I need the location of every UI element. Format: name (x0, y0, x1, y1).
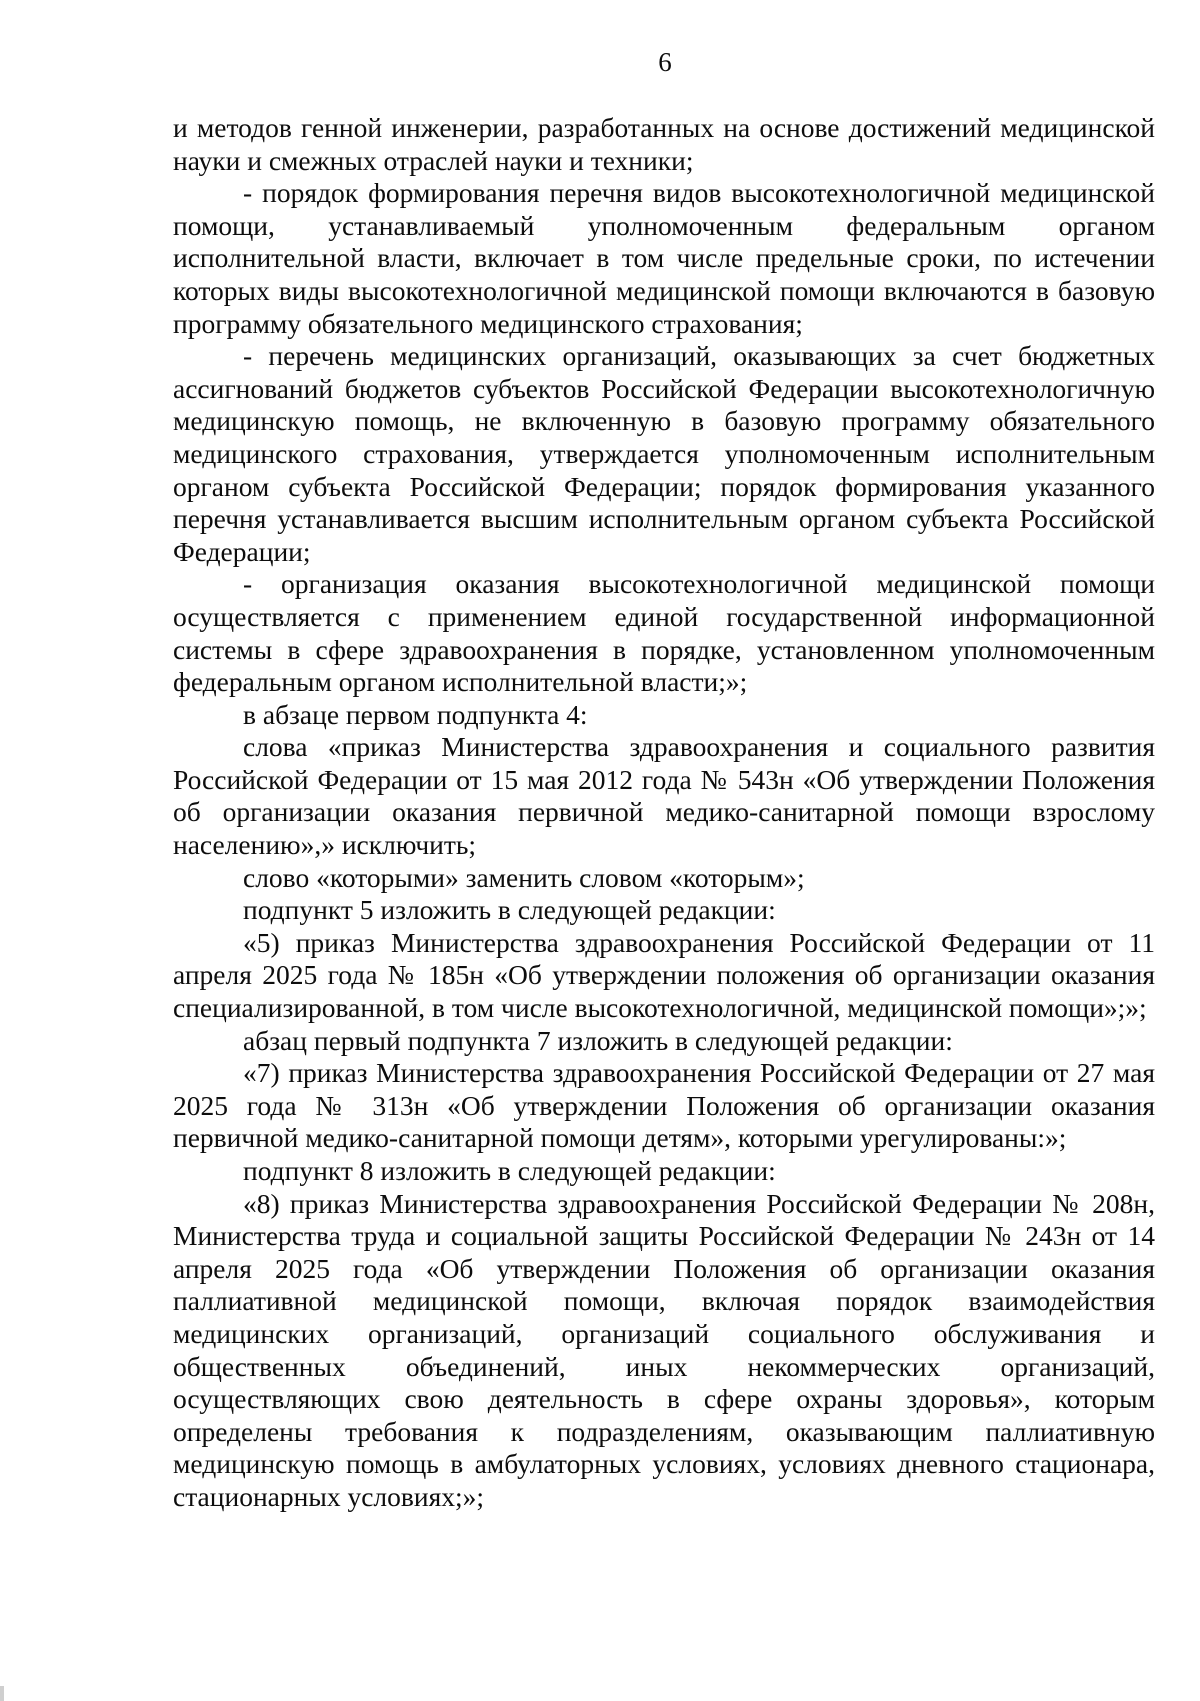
paragraph-subitem-8-text: «8) приказ Министерства здравоохранения Российской Федерации № 208н, Министерства труда и социальной защиты Российской Федерации № 243н от 14 апреля 2025 года «Об утверждении Положения об организации оказания паллиативной медицинской помощи, включая порядок взаимодействия медицинских организаций, организаций социального обслуживания и общественных объединений, иных некоммерческих организаций, осуществляющих свою деятельность в сфере охраны здоровья», которым определены требования к подразделениям, оказывающим паллиативную медицинскую помощь в амбулаторных условиях, условиях дневного стационара, стационарных условиях;»; (173, 1187, 1155, 1512)
paragraph-subitem-7-text: «7) приказ Министерства здравоохранения Российской Федерации от 27 мая 2025 года № 313н «Об утверждении Положения об организации оказания первичной медико-санитарной помощи детям», которыми урегулированы:»; (173, 1057, 1155, 1154)
page-number: 6 (658, 47, 672, 77)
paragraph-subitem-7-intro: абзац первый подпункта 7 изложить в следующей редакции: (243, 1024, 953, 1056)
paragraph-subitem-8-intro: подпункт 8 изложить в следующей редакции: (243, 1155, 776, 1186)
paragraph-subitem-5-text: «5) приказ Министерства здравоохранения Российской Федерации от 11 апреля 2025 года № 185н «Об утверждении положения об организации оказания специализированной, в том числе высокотехнологичной, медицинской помощи»;»; (173, 926, 1155, 1024)
paragraph-subitem-4-words: слова «приказ Министерства здравоохранения и социального развития Российской Федерации от 15 мая 2012 года № 543н «Об утверждении Положения об организации оказания первичной медико-санитарной помощи взрослому населению»,» исключить; (173, 731, 1155, 861)
scan-edge-mark (0, 1686, 4, 1701)
paragraph-subitem-4-intro: в абзаце первом подпункта 4: (243, 698, 588, 730)
paragraph-list-item-organizations-list: - перечень медицинских организаций, оказывающих за счет бюджетных ассигнований бюджетов субъектов Российской Федерации высокотехнологичную медицинскую помощь, не включенную в базовую программу обязательного медицинского страхования, утверждается уполномоченным исполнительным органом субъекта Российской Федерации; порядок формирования указанного перечня устанавливается высшим исполнительным органом субъекта Российской Федерации; (173, 340, 1155, 567)
paragraph-list-item-hitech-procedure: - порядок формирования перечня видов высокотехнологичной медицинской помощи, устанавливаемый уполномоченным федеральным органом исполнительной власти, включает в том числе предельные сроки, по истечении которых виды высокотехнологичной медицинской помощи включаются в базовую программу обязательного медицинского страхования; (173, 177, 1155, 339)
paragraph-subitem-4-replace: слово «которыми» заменить словом «которым»; (243, 861, 805, 893)
paragraph-subitem-5-intro: подпункт 5 изложить в следующей редакции: (243, 894, 776, 926)
paragraph-continuation: и методов генной инженерии, разработанных на основе достижений медицинской науки и смежных отраслей науки и техники; (173, 112, 1155, 176)
document-body (173, 112, 1155, 1514)
paragraph-list-item-organization-of-care: - организация оказания высокотехнологичной медицинской помощи осуществляется с применением единой государственной информационной системы в сфере здравоохранения в порядке, установленном уполномоченным федеральным органом исполнительной власти;»; (173, 568, 1155, 698)
